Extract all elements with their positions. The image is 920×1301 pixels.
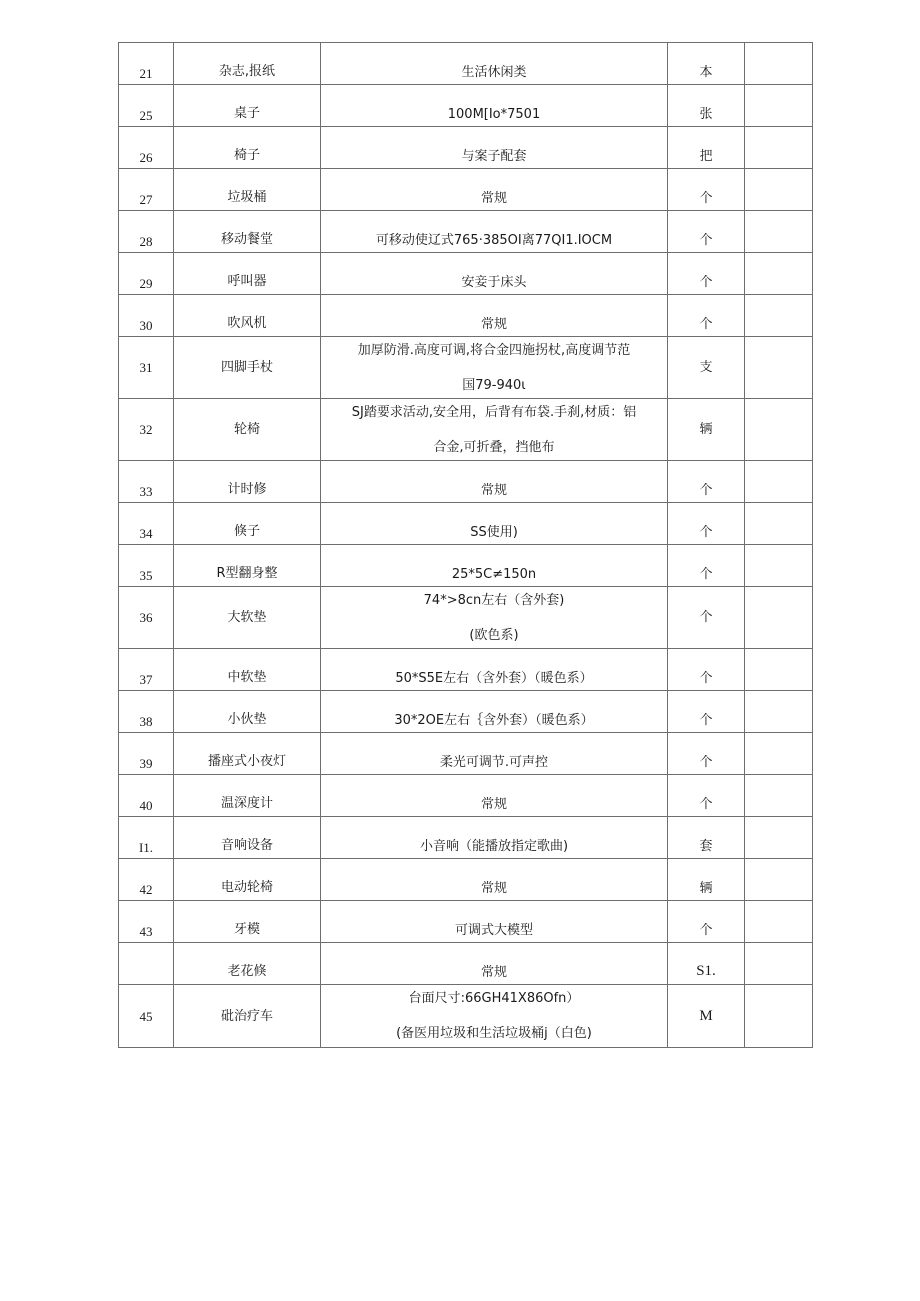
unit-cell: 个 [668,901,745,943]
spec-cell: 与案子配套 [321,127,668,169]
equipment-table [118,42,813,1048]
spec-cell: 25*5C≠150n [321,545,668,587]
note-cell [745,985,813,1048]
table-row [119,901,813,943]
note-cell [745,943,813,985]
table-row [119,649,813,691]
row-number-cell: 43 [119,901,174,943]
unit-cell: 个 [668,211,745,253]
table-row [119,859,813,901]
item-name-cell: R型翻身整 [174,545,321,587]
unit-cell: 辆 [668,859,745,901]
item-name-cell: 小伙垫 [174,691,321,733]
table-row [119,337,813,399]
spec-cell: 常规 [321,169,668,211]
unit-cell: 个 [668,733,745,775]
row-number-cell: 36 [119,587,174,649]
spec-cell: 可移动使辽式765·385OI离77QI1.IOCM [321,211,668,253]
table-row [119,775,813,817]
item-name-cell: 四脚手杖 [174,337,321,399]
unit-cell: M [668,985,745,1048]
note-cell [745,817,813,859]
item-name-cell: 砒治疗车 [174,985,321,1048]
row-number-cell: 33 [119,461,174,503]
row-number-cell: 38 [119,691,174,733]
table-row [119,127,813,169]
item-name-cell: 椅子 [174,127,321,169]
row-number-cell: I1. [119,817,174,859]
unit-cell: 个 [668,775,745,817]
item-name-cell: 吹风机 [174,295,321,337]
spec-line: SJ踏要求活动,安全用，后背有布袋.手刹,材质：铝 [351,404,637,420]
item-name-cell: 杂志,报纸 [174,43,321,85]
table-row [119,399,813,461]
item-name-cell: 呼叫器 [174,253,321,295]
table-row [119,169,813,211]
item-name-cell: 播座式小夜灯 [174,733,321,775]
item-name-cell: 移动餐堂 [174,211,321,253]
table-row [119,503,813,545]
note-cell [745,503,813,545]
item-name-cell: 老花倏 [174,943,321,985]
spec-cell: 50*S5E左右（含外套）（暖色系） [321,649,668,691]
spec-cell: SS使用) [321,503,668,545]
row-number-cell: 39 [119,733,174,775]
table-row [119,43,813,85]
row-number-cell: 28 [119,211,174,253]
row-number-cell: 26 [119,127,174,169]
unit-cell: 个 [668,545,745,587]
spec-cell: 30*2OE左右｛含外套）（暖色系） [321,691,668,733]
unit-cell: 套 [668,817,745,859]
row-number-cell: 42 [119,859,174,901]
spec-cell: 常规 [321,859,668,901]
table-row [119,545,813,587]
row-number-cell: 27 [119,169,174,211]
row-number-cell: 45 [119,985,174,1048]
note-cell [745,859,813,901]
note-cell [745,545,813,587]
unit-cell: 个 [668,295,745,337]
note-cell [745,211,813,253]
row-number-cell: 32 [119,399,174,461]
table-row [119,211,813,253]
note-cell [745,85,813,127]
unit-cell: 个 [668,649,745,691]
note-cell [745,253,813,295]
note-cell [745,691,813,733]
note-cell [745,337,813,399]
unit-cell: 个 [668,461,745,503]
item-name-cell: 垃圾桶 [174,169,321,211]
spec-cell: 常规 [321,295,668,337]
unit-cell: 把 [668,127,745,169]
note-cell [745,127,813,169]
unit-cell: 个 [668,169,745,211]
note-cell [745,733,813,775]
item-name-cell: 电动轮椅 [174,859,321,901]
note-cell [745,295,813,337]
table-row [119,253,813,295]
spec-cell: 100M[Io*7501 [321,85,668,127]
item-name-cell: 温深度计 [174,775,321,817]
row-number-cell: 40 [119,775,174,817]
spec-cell [321,587,668,649]
item-name-cell: 大软垫 [174,587,321,649]
spec-line: 台面尺寸:66GH41X86Ofn） [408,991,580,1006]
table-row [119,817,813,859]
row-number-cell [119,943,174,985]
note-cell [745,43,813,85]
row-number-cell: 29 [119,253,174,295]
spec-cell [321,399,668,461]
note-cell [745,901,813,943]
spec-cell [321,337,668,399]
row-number-cell: 31 [119,337,174,399]
spec-cell: 常规 [321,461,668,503]
equipment-list-sheet [118,42,812,1048]
spec-line: (备医用垃圾和生活垃圾桶j（白色) [396,1026,592,1041]
unit-cell: 张 [668,85,745,127]
item-name-cell: 音响设备 [174,817,321,859]
table-row [119,295,813,337]
unit-cell: S1. [668,943,745,985]
row-number-cell: 35 [119,545,174,587]
note-cell [745,649,813,691]
item-name-cell: 计时修 [174,461,321,503]
spec-cell: 常规 [321,943,668,985]
spec-cell: 小音响（能播放指定歌曲) [321,817,668,859]
unit-cell: 本 [668,43,745,85]
table-row [119,943,813,985]
table-row [119,691,813,733]
spec-cell: 安妾于床头 [321,253,668,295]
spec-cell: 可调式大模型 [321,901,668,943]
item-name-cell: 桌子 [174,85,321,127]
spec-line: 合金,可折叠，挡他布 [433,439,555,455]
spec-line: 加厚防滑.高度可调,将合金四施拐杖,高度调节范 [357,342,631,358]
unit-cell: 支 [668,337,745,399]
item-name-cell: 倏子 [174,503,321,545]
spec-cell: 常规 [321,775,668,817]
row-number-cell: 25 [119,85,174,127]
spec-line: 74*>8cn左右（含外套) [423,592,565,608]
spec-line: 国79-940ι [462,377,526,393]
note-cell [745,587,813,649]
note-cell [745,399,813,461]
table-row [119,461,813,503]
spec-line: (欧色系) [469,627,519,643]
row-number-cell: 21 [119,43,174,85]
spec-cell: 生活休闲类 [321,43,668,85]
table-row [119,587,813,649]
note-cell [745,461,813,503]
unit-cell: 个 [668,253,745,295]
item-name-cell: 中软垫 [174,649,321,691]
spec-cell [321,985,668,1048]
unit-cell: 个 [668,587,745,649]
note-cell [745,169,813,211]
table-row [119,985,813,1048]
spec-cell: 柔光可调节.可声控 [321,733,668,775]
table-row [119,733,813,775]
unit-cell: 辆 [668,399,745,461]
row-number-cell: 37 [119,649,174,691]
row-number-cell: 34 [119,503,174,545]
equipment-table-body [119,43,813,1048]
item-name-cell: 轮椅 [174,399,321,461]
item-name-cell: 牙模 [174,901,321,943]
unit-cell: 个 [668,691,745,733]
note-cell [745,775,813,817]
table-row [119,85,813,127]
unit-cell: 个 [668,503,745,545]
row-number-cell: 30 [119,295,174,337]
